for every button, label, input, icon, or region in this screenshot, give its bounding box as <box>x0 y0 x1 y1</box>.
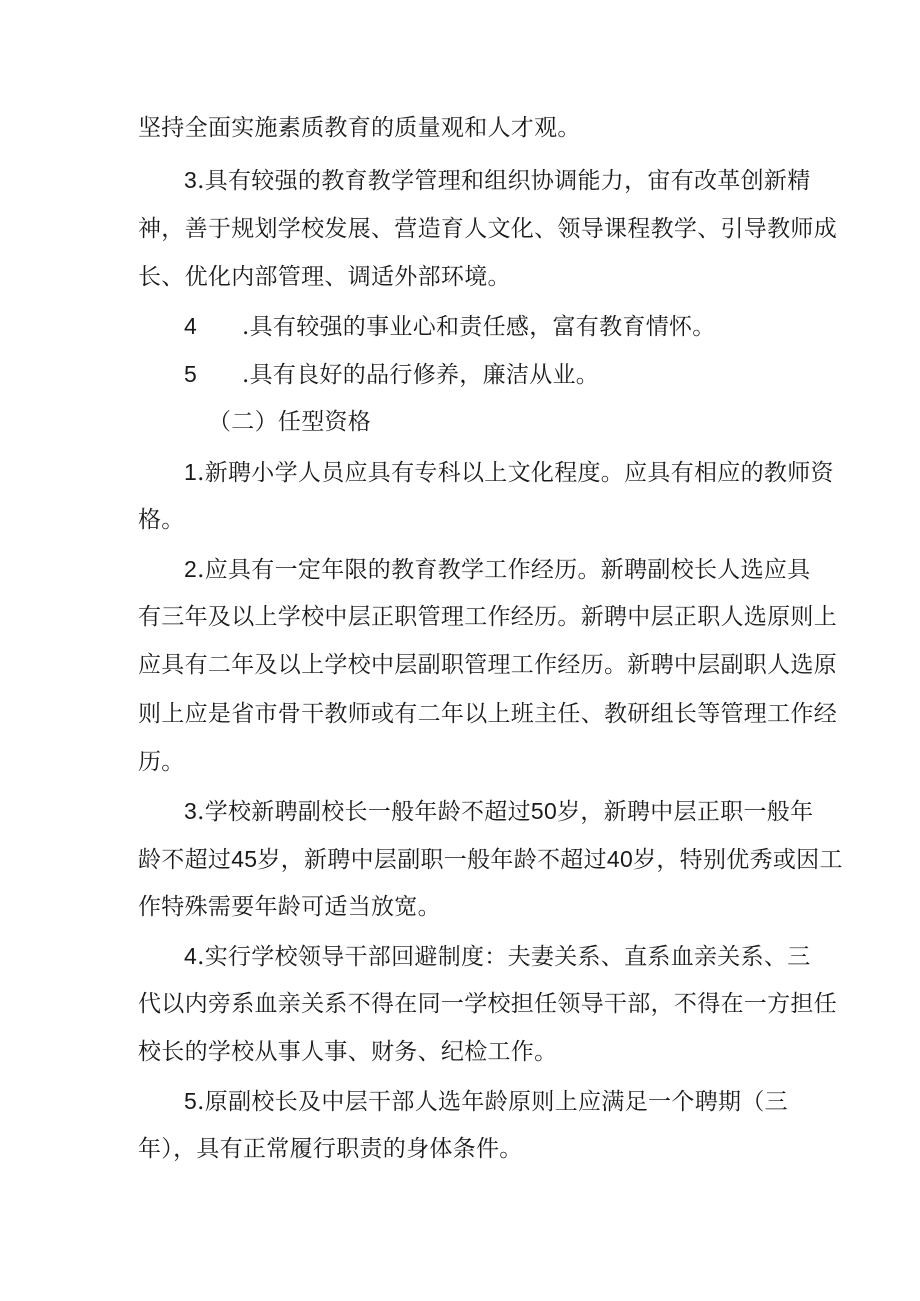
qualification-2-line-2: 有三年及以上学校中层正职管理工作经历。新聘中层正职人选原则上 <box>138 604 837 630</box>
list-item-3-line-1 <box>184 156 811 204</box>
age-limit-value: 50 <box>530 798 558 824</box>
qualification-5-line-2: 年），具有正常履行职责的身体条件。 <box>138 1136 523 1162</box>
age-limit-value: 45 <box>231 846 258 872</box>
qualification-3-line-2 <box>138 835 843 883</box>
list-text: .具有较强的事业心和责任感，富有教育情怀。 <box>242 314 716 340</box>
list-number: 4 <box>184 313 198 339</box>
qualification-3-line-3: 作特殊需要年龄可适当放宽。 <box>138 894 441 920</box>
list-number: 5 <box>184 1088 198 1114</box>
list-text: .具有较强的教育教学管理和组织协调能力，宙有改革创新精 <box>197 168 811 194</box>
list-number: 2 <box>184 556 198 582</box>
list-text: .新聘小学人员应具有专科以上文化程度。应具有相应的教师资 <box>197 460 834 486</box>
qualification-5-line-1 <box>184 1077 788 1125</box>
list-number: 3 <box>184 167 198 193</box>
list-item-5 <box>184 350 788 398</box>
list-item-3-line-3: 长、优化内部管理、调适外部环境。 <box>138 264 511 290</box>
age-limit-value: 40 <box>606 846 634 872</box>
qualification-2-line-1 <box>184 545 811 593</box>
list-number: 5 <box>184 361 198 387</box>
list-text: .实行学校领导干部回避制度：夫妻关系、直系血亲关系、三 <box>197 944 811 970</box>
list-text: .具有良好的品行修养，廉洁从业。 <box>242 362 600 388</box>
qualification-4-line-3: 校长的学校从事人事、财务、纪检工作。 <box>138 1039 558 1065</box>
qualification-4-line-1 <box>184 932 811 980</box>
list-number: 3 <box>184 798 198 824</box>
qualification-1-line-2: 格。 <box>138 507 185 533</box>
list-number: 1 <box>184 459 198 485</box>
list-item-4 <box>184 302 788 350</box>
list-text: 岁，新聘中层正职一般年 <box>557 799 814 825</box>
list-number: 4 <box>184 943 198 969</box>
list-item-3-line-2: 神，善于规划学校发展、营造育人文化、领导课程教学、引导教师成 <box>138 216 837 242</box>
list-text: 龄不超过 <box>138 847 232 873</box>
qualification-4-line-2: 代以内旁系血亲关系不得在同一学校担任领导干部，不得在一方担任 <box>138 991 837 1017</box>
qualification-1-line-1 <box>184 448 834 496</box>
qualification-3-line-1 <box>184 787 814 835</box>
paragraph-line: 坚持全面实施素质教育的质量观和人才观。 <box>138 115 581 141</box>
qualification-2-line-4: 则上应是省市骨干教师或有二年以上班主任、教研组长等管理工作经 <box>138 701 837 727</box>
list-text: 岁，特别优秀或因工 <box>633 847 843 873</box>
list-text: .原副校长及中层干部人选年龄原则上应满足一个聘期（三 <box>197 1089 788 1115</box>
section-heading: （二）任型资格 <box>208 409 372 435</box>
list-text: .应具有一定年限的教育教学工作经历。新聘副校长人选应具 <box>197 557 811 583</box>
list-text: .学校新聘副校长一般年龄不超过 <box>197 799 531 825</box>
qualification-2-line-5: 历。 <box>138 749 185 775</box>
qualification-2-line-3: 应具有二年及以上学校中层副职管理工作经历。新聘中层副职人选原 <box>138 652 837 678</box>
list-text: 岁，新聘中层副职一般年龄不超过 <box>257 847 607 873</box>
